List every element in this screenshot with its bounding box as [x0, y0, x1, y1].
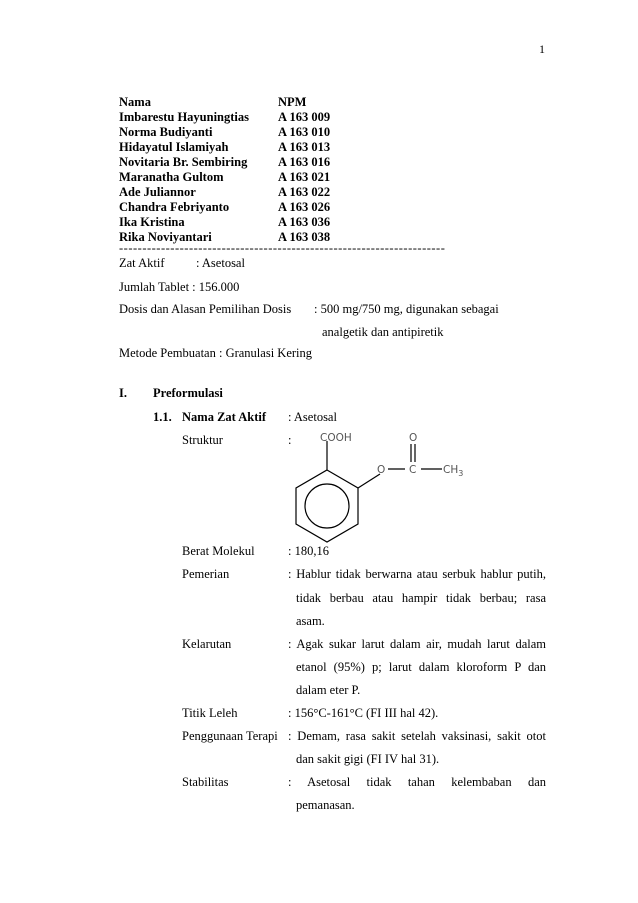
dosis-value-cont: analgetik dan antipiretik	[322, 325, 444, 339]
c-label: C	[409, 464, 417, 476]
zat-aktif-label: Zat Aktif	[119, 256, 165, 270]
berat-value: : 180,16	[288, 544, 329, 558]
titik-leleh-label: Titik Leleh	[182, 706, 238, 720]
page-number: 1	[539, 42, 545, 56]
member-name: Norma Budiyanti	[119, 125, 213, 139]
kelarutan-line: etanol (95%) p; larut dalam kloroform P dan	[296, 660, 546, 674]
member-npm: A 163 021	[278, 170, 331, 184]
member-npm: A 163 010	[278, 125, 331, 139]
pemerian-line: asam.	[296, 614, 325, 628]
member-npm: A 163 036	[278, 215, 331, 229]
member-npm: A 163 026	[278, 200, 331, 214]
member-header-name: Nama	[119, 95, 151, 109]
stabilitas-line: : Asetosal tidak tahan kelembaban dan	[288, 775, 546, 789]
struktur-label: Struktur	[182, 433, 223, 447]
section-number: I.	[119, 386, 127, 400]
kelarutan-line: dalam eter P.	[296, 683, 361, 697]
jumlah-tablet: Jumlah Tablet : 156.000	[119, 280, 240, 294]
stabilitas-label: Stabilitas	[182, 775, 229, 789]
titik-leleh-value: : 156°C-161°C (FI III hal 42).	[288, 706, 439, 720]
member-name: Imbarestu Hayuningtias	[119, 110, 250, 124]
ch3-label	[443, 464, 463, 478]
penggunaan-line: dan sakit gigi (FI IV hal 31).	[296, 752, 440, 766]
member-npm: A 163 016	[278, 155, 331, 169]
cooh-label: COOH	[320, 432, 352, 444]
dashed-divider: ----------------------------------------------------------------------	[119, 241, 446, 255]
member-name: Hidayatul Islamiyah	[119, 140, 229, 154]
berat-label: Berat Molekul	[182, 544, 255, 558]
member-npm: A 163 038	[278, 230, 331, 244]
aromatic-circle	[305, 484, 349, 528]
ch-text: CH	[443, 464, 459, 476]
dosis-value: : 500 mg/750 mg, digunakan sebagai	[314, 302, 499, 316]
member-header-npm: NPM	[278, 95, 307, 109]
kelarutan-label: Kelarutan	[182, 637, 232, 651]
kelarutan-line: : Agak sukar larut dalam air, mudah larut dalam	[288, 637, 546, 651]
o-carbonyl-label: O	[409, 432, 418, 444]
zat-aktif-value: : Asetosal	[196, 256, 245, 270]
member-npm: A 163 009	[278, 110, 331, 124]
dosis-label: Dosis dan Alasan Pemilihan Dosis	[119, 302, 292, 316]
member-name: Rika Noviyantari	[119, 230, 212, 244]
member-name: Maranatha Gultom	[119, 170, 224, 184]
subsection-value: : Asetosal	[288, 410, 337, 424]
penggunaan-line: : Demam, rasa sakit setelah vaksinasi, sakit otot	[288, 729, 546, 743]
section-title: Preformulasi	[153, 386, 223, 400]
pemerian-label: Pemerian	[182, 567, 230, 581]
member-name: Ade Juliannor	[119, 185, 196, 199]
o-ester-label: O	[377, 464, 386, 476]
ch3-subscript: 3	[458, 469, 464, 478]
member-name: Ika Kristina	[119, 215, 185, 229]
pemerian-line: : Hablur tidak berwarna atau serbuk hablur putih,	[288, 567, 546, 581]
bond-ring-o	[358, 474, 380, 488]
member-name: Chandra Febriyanto	[119, 200, 230, 214]
stabilitas-line: pemanasan.	[296, 798, 355, 812]
member-npm: A 163 022	[278, 185, 331, 199]
pemerian-line: tidak berbau atau hampir tidak berbau; rasa	[296, 591, 546, 605]
subsection-number: 1.1.	[153, 410, 172, 424]
penggunaan-label: Penggunaan Terapi	[182, 729, 278, 743]
struktur-colon: :	[288, 433, 292, 447]
subsection-label: Nama Zat Aktif	[182, 410, 267, 424]
member-name: Novitaria Br. Sembiring	[119, 155, 248, 169]
metode-pembuatan: Metode Pembuatan : Granulasi Kering	[119, 346, 313, 360]
member-npm: A 163 013	[278, 140, 331, 154]
